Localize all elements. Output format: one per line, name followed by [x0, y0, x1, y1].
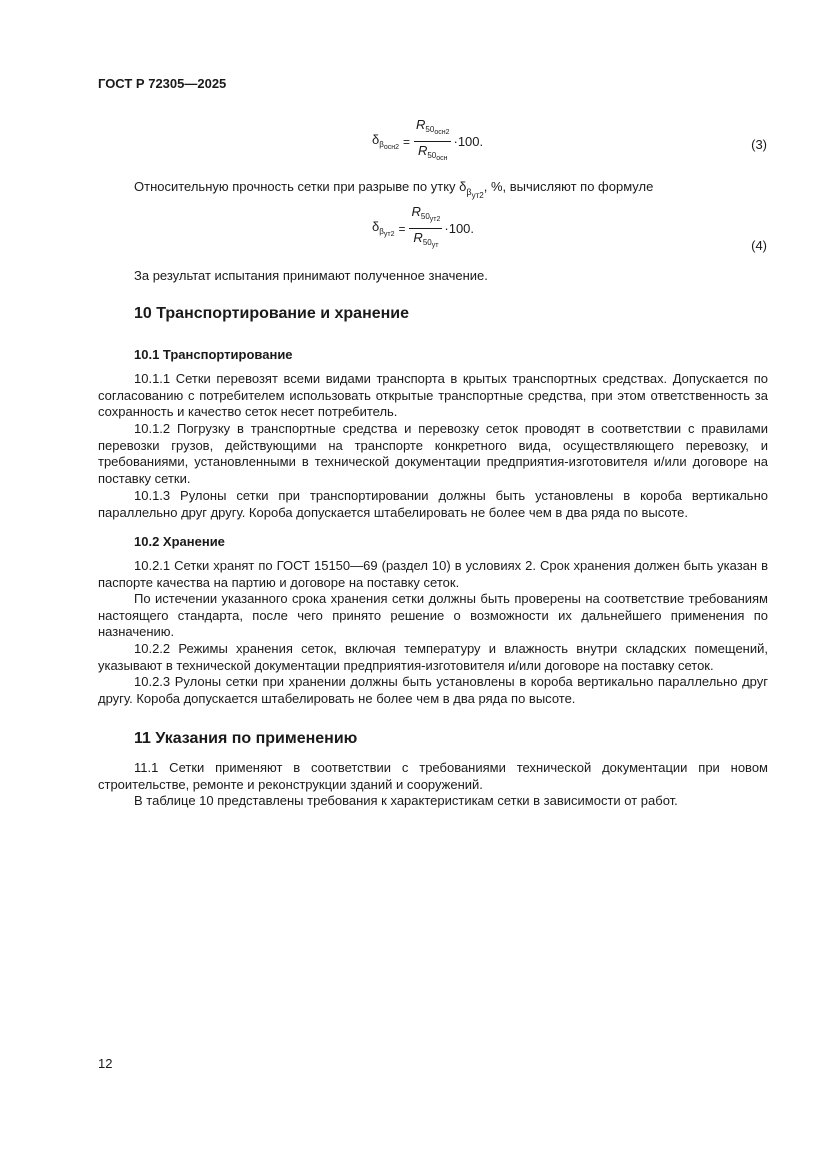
document-code: ГОСТ Р 72305—2025: [98, 76, 227, 91]
formula-4-number: (4): [751, 238, 767, 253]
formula-4-tail: ·100.: [444, 221, 475, 236]
paragraph-10-1-1: 10.1.1 Сетки перевозят всеми видами транспорта в крытых транспортных средствах. Допускается по согласованию с потребителем использовать открытые транспортные средства, при этом ответственность за сохранность и качество сеток несет потребитель.: [98, 371, 768, 419]
formula-4-denominator: $R_{50_{ут}}$: [413, 230, 439, 249]
result-text: За результат испытания принимают полученное значение.: [134, 268, 488, 283]
section-10-1-title: 10.1 Транспортирование: [134, 347, 293, 362]
paragraph-11-1: 11.1 Сетки применяют в соответствии с требованиями технической документации при новом строительстве, ремонте и реконструкции зданий и сооружений.: [98, 760, 768, 792]
formula-3-lhs: $\delta_{\beta_{осн2}}$: [372, 132, 400, 151]
formula-3-denominator: $R_{50_{осн}}$: [417, 143, 448, 162]
section-10-title: 10 Транспортирование и хранение: [134, 305, 410, 322]
paragraph-10-1-3: 10.1.3 Рулоны сетки при транспортировании должны быть установлены в короба вертикально параллельно друг другу. Короба допускается штабелировать не более чем в два ряда по высоте.: [98, 488, 768, 520]
section-11-title: 11 Указания по применению: [134, 730, 358, 747]
formula-3-tail: ·100.: [453, 134, 484, 149]
formula-3-numerator: $R_{50_{осн2}}$: [414, 118, 451, 142]
formula-4-intro: Относительную прочность сетки при разрыве по утку $\delta_{\beta_{ут2}}$, %, вычисляют по формуле: [134, 179, 654, 200]
formula-4: [372, 205, 474, 252]
formula-4-numerator: $R_{50_{ут2}}$: [409, 205, 442, 229]
formula-3: [372, 118, 483, 165]
formula-4-equals: =: [398, 221, 406, 236]
formula-3-fraction: [414, 118, 451, 165]
formula-3-equals: =: [403, 134, 411, 149]
paragraph-11-1-table-ref: В таблице 10 представлены требования к характеристикам сетки в зависимости от работ.: [134, 793, 678, 808]
paragraph-10-1-2: 10.1.2 Погрузку в транспортные средства и перевозку сеток проводят в соответствии с правилами перевозки грузов, действующими на транспорте конкретного вида, осуществляющего перевозку, и требованиями, установленными в технической документации предприятия-изготовителя и/или договоре на поставку сетки.: [98, 421, 768, 486]
paragraph-10-2-3: 10.2.3 Рулоны сетки при хранении должны быть установлены в короба вертикально параллельно друг другу. Короба допускается штабелировать не более чем в два ряда по высоте.: [98, 674, 768, 706]
formula-3-number: (3): [751, 137, 767, 152]
paragraph-10-2-2: 10.2.2 Режимы хранения сеток, включая температуру и влажность внутри складских помещений, указывают в технической документации предприятия-изготовителя и/или договоре на поставку сеток.: [98, 641, 768, 673]
section-10-2-title: 10.2 Хранение: [134, 534, 225, 549]
paragraph-10-2-1: 10.2.1 Сетки хранят по ГОСТ 15150—69 (раздел 10) в условиях 2. Срок хранения должен быть указан в паспорте качества на партию и договоре на поставку сеток.: [98, 558, 768, 590]
formula-4-lhs: $\delta_{\beta_{ут2}}$: [372, 219, 395, 238]
page-number: 12: [98, 1056, 113, 1071]
formula-4-fraction: [409, 205, 442, 252]
paragraph-10-2-1-continued: По истечении указанного срока хранения сетки должны быть проверены на соответствие требованиям настоящего стандарта, после чего принято решение о возможности их дальнейшего применения по назначению.: [98, 591, 768, 639]
